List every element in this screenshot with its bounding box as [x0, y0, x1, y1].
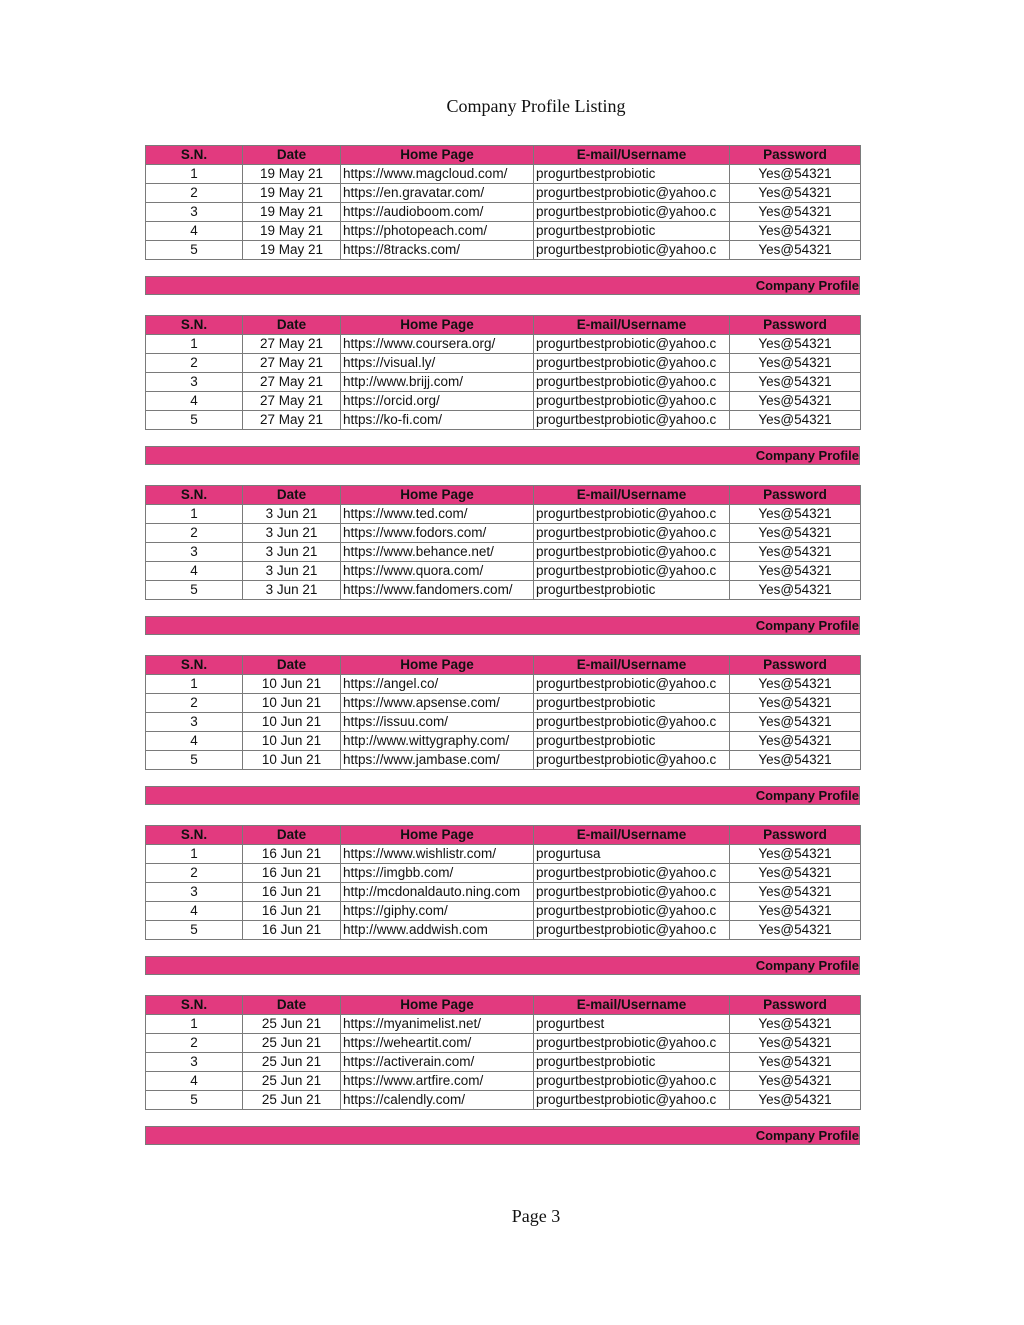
- listing-section: [145, 315, 860, 485]
- column-header: Date: [243, 316, 341, 335]
- table-row: [146, 354, 861, 373]
- username-cell: progurtbestprobiotic@yahoo.c: [534, 921, 730, 940]
- column-header: Password: [730, 826, 861, 845]
- username-cell: progurtbestprobiotic@yahoo.c: [534, 883, 730, 902]
- serial-number-cell: 3: [146, 713, 243, 732]
- username-cell: progurtbestprobiotic@yahoo.c: [534, 751, 730, 770]
- password-cell: Yes@54321: [730, 524, 861, 543]
- password-cell: Yes@54321: [730, 203, 861, 222]
- date-cell: 10 Jun 21: [243, 732, 341, 751]
- username-cell: progurtusa: [534, 845, 730, 864]
- column-header: S.N.: [146, 316, 243, 335]
- table-row: [146, 1015, 861, 1034]
- home-page-cell: https://activerain.com/: [341, 1053, 534, 1072]
- page-title: Company Profile Listing: [446, 96, 626, 116]
- table-row: [146, 751, 861, 770]
- password-cell: Yes@54321: [730, 373, 861, 392]
- serial-number-cell: 5: [146, 1091, 243, 1110]
- username-cell: progurtbestprobiotic@yahoo.c: [534, 1072, 730, 1091]
- home-page-cell: https://giphy.com/: [341, 902, 534, 921]
- username-cell: progurtbestprobiotic@yahoo.c: [534, 562, 730, 581]
- home-page-cell: https://en.gravatar.com/: [341, 184, 534, 203]
- username-cell: progurtbestprobiotic: [534, 1053, 730, 1072]
- home-page-cell: http://www.addwish.com: [341, 921, 534, 940]
- table-row: [146, 241, 861, 260]
- home-page-cell: https://www.jambase.com/: [341, 751, 534, 770]
- listing-table: [145, 825, 861, 940]
- column-header: Home Page: [341, 996, 534, 1015]
- serial-number-cell: 1: [146, 335, 243, 354]
- home-page-cell: https://www.coursera.org/: [341, 335, 534, 354]
- serial-number-cell: 3: [146, 203, 243, 222]
- date-cell: 19 May 21: [243, 184, 341, 203]
- table-header-row: [146, 996, 861, 1015]
- listing-section: [145, 145, 860, 315]
- username-cell: progurtbestprobiotic@yahoo.c: [534, 411, 730, 430]
- serial-number-cell: 1: [146, 165, 243, 184]
- listing-table: [145, 315, 861, 430]
- home-page-cell: https://photopeach.com/: [341, 222, 534, 241]
- username-cell: progurtbestprobiotic: [534, 222, 730, 241]
- date-cell: 3 Jun 21: [243, 505, 341, 524]
- listing-table: [145, 145, 861, 260]
- home-page-cell: https://angel.co/: [341, 675, 534, 694]
- table-row: [146, 543, 861, 562]
- username-cell: progurtbestprobiotic@yahoo.c: [534, 543, 730, 562]
- date-cell: 16 Jun 21: [243, 902, 341, 921]
- column-header: E-mail/Username: [534, 146, 730, 165]
- serial-number-cell: 1: [146, 1015, 243, 1034]
- serial-number-cell: 5: [146, 411, 243, 430]
- serial-number-cell: 4: [146, 562, 243, 581]
- date-cell: 16 Jun 21: [243, 864, 341, 883]
- date-cell: 25 Jun 21: [243, 1091, 341, 1110]
- home-page-cell: https://imgbb.com/: [341, 864, 534, 883]
- table-row: [146, 1053, 861, 1072]
- table-header-row: [146, 146, 861, 165]
- serial-number-cell: 3: [146, 373, 243, 392]
- serial-number-cell: 4: [146, 392, 243, 411]
- table-row: [146, 505, 861, 524]
- username-cell: progurtbest: [534, 1015, 730, 1034]
- column-header: Date: [243, 996, 341, 1015]
- home-page-cell: https://www.ted.com/: [341, 505, 534, 524]
- table-row: [146, 411, 861, 430]
- home-page-cell: https://www.wishlistr.com/: [341, 845, 534, 864]
- column-header: E-mail/Username: [534, 486, 730, 505]
- page-number: Page 3: [511, 1206, 561, 1226]
- home-page-cell: https://www.fodors.com/: [341, 524, 534, 543]
- date-cell: 27 May 21: [243, 354, 341, 373]
- table-row: [146, 1034, 861, 1053]
- table-row: [146, 902, 861, 921]
- company-profile-band: Company Profile: [145, 1126, 860, 1145]
- serial-number-cell: 3: [146, 1053, 243, 1072]
- column-header: Home Page: [341, 656, 534, 675]
- date-cell: 16 Jun 21: [243, 921, 341, 940]
- password-cell: Yes@54321: [730, 505, 861, 524]
- column-header: Date: [243, 826, 341, 845]
- date-cell: 10 Jun 21: [243, 751, 341, 770]
- table-row: [146, 392, 861, 411]
- column-header: Home Page: [341, 316, 534, 335]
- home-page-cell: http://www.brijj.com/: [341, 373, 534, 392]
- home-page-cell: https://orcid.org/: [341, 392, 534, 411]
- serial-number-cell: 1: [146, 845, 243, 864]
- date-cell: 25 Jun 21: [243, 1053, 341, 1072]
- company-profile-band: Company Profile: [145, 956, 860, 975]
- serial-number-cell: 4: [146, 222, 243, 241]
- password-cell: Yes@54321: [730, 241, 861, 260]
- home-page-cell: https://myanimelist.net/: [341, 1015, 534, 1034]
- username-cell: progurtbestprobiotic: [534, 694, 730, 713]
- table-row: [146, 524, 861, 543]
- password-cell: Yes@54321: [730, 411, 861, 430]
- listing-section: [145, 825, 860, 995]
- home-page-cell: https://weheartit.com/: [341, 1034, 534, 1053]
- serial-number-cell: 1: [146, 675, 243, 694]
- date-cell: 19 May 21: [243, 203, 341, 222]
- username-cell: progurtbestprobiotic: [534, 732, 730, 751]
- table-row: [146, 373, 861, 392]
- date-cell: 25 Jun 21: [243, 1072, 341, 1091]
- date-cell: 25 Jun 21: [243, 1034, 341, 1053]
- date-cell: 16 Jun 21: [243, 845, 341, 864]
- home-page-cell: https://calendly.com/: [341, 1091, 534, 1110]
- username-cell: progurtbestprobiotic: [534, 165, 730, 184]
- table-row: [146, 335, 861, 354]
- date-cell: 16 Jun 21: [243, 883, 341, 902]
- username-cell: progurtbestprobiotic@yahoo.c: [534, 184, 730, 203]
- table-row: [146, 713, 861, 732]
- username-cell: progurtbestprobiotic: [534, 581, 730, 600]
- home-page-cell: https://www.magcloud.com/: [341, 165, 534, 184]
- password-cell: Yes@54321: [730, 354, 861, 373]
- password-cell: Yes@54321: [730, 713, 861, 732]
- serial-number-cell: 5: [146, 921, 243, 940]
- column-header: Home Page: [341, 486, 534, 505]
- column-header: Password: [730, 146, 861, 165]
- serial-number-cell: 2: [146, 184, 243, 203]
- date-cell: 27 May 21: [243, 335, 341, 354]
- column-header: E-mail/Username: [534, 316, 730, 335]
- table-row: [146, 694, 861, 713]
- serial-number-cell: 2: [146, 694, 243, 713]
- home-page-cell: https://www.artfire.com/: [341, 1072, 534, 1091]
- column-header: S.N.: [146, 996, 243, 1015]
- date-cell: 3 Jun 21: [243, 524, 341, 543]
- listing-section: [145, 655, 860, 825]
- username-cell: progurtbestprobiotic@yahoo.c: [534, 354, 730, 373]
- password-cell: Yes@54321: [730, 222, 861, 241]
- listing-table: [145, 655, 861, 770]
- company-profile-band: Company Profile: [145, 446, 860, 465]
- table-header-row: [146, 486, 861, 505]
- password-cell: Yes@54321: [730, 165, 861, 184]
- column-header: Home Page: [341, 146, 534, 165]
- column-header: Password: [730, 486, 861, 505]
- date-cell: 19 May 21: [243, 165, 341, 184]
- column-header: Date: [243, 146, 341, 165]
- username-cell: progurtbestprobiotic@yahoo.c: [534, 505, 730, 524]
- serial-number-cell: 4: [146, 1072, 243, 1091]
- column-header: S.N.: [146, 146, 243, 165]
- company-profile-band: Company Profile: [145, 276, 860, 295]
- password-cell: Yes@54321: [730, 335, 861, 354]
- column-header: Date: [243, 656, 341, 675]
- date-cell: 27 May 21: [243, 392, 341, 411]
- table-row: [146, 1072, 861, 1091]
- date-cell: 10 Jun 21: [243, 675, 341, 694]
- column-header: E-mail/Username: [534, 656, 730, 675]
- date-cell: 3 Jun 21: [243, 581, 341, 600]
- home-page-cell: https://www.fandomers.com/: [341, 581, 534, 600]
- table-row: [146, 675, 861, 694]
- username-cell: progurtbestprobiotic@yahoo.c: [534, 864, 730, 883]
- date-cell: 27 May 21: [243, 411, 341, 430]
- column-header: S.N.: [146, 826, 243, 845]
- home-page-cell: https://8tracks.com/: [341, 241, 534, 260]
- table-row: [146, 165, 861, 184]
- serial-number-cell: 2: [146, 864, 243, 883]
- table-row: [146, 222, 861, 241]
- home-page-cell: https://www.quora.com/: [341, 562, 534, 581]
- column-header: Password: [730, 316, 861, 335]
- username-cell: progurtbestprobiotic@yahoo.c: [534, 392, 730, 411]
- username-cell: progurtbestprobiotic@yahoo.c: [534, 241, 730, 260]
- home-page-cell: http://mcdonaldauto.ning.com: [341, 883, 534, 902]
- serial-number-cell: 3: [146, 543, 243, 562]
- serial-number-cell: 1: [146, 505, 243, 524]
- table-row: [146, 921, 861, 940]
- home-page-cell: https://issuu.com/: [341, 713, 534, 732]
- password-cell: Yes@54321: [730, 921, 861, 940]
- password-cell: Yes@54321: [730, 562, 861, 581]
- column-header: Password: [730, 656, 861, 675]
- company-profile-band: Company Profile: [145, 786, 860, 805]
- table-header-row: [146, 826, 861, 845]
- column-header: Password: [730, 996, 861, 1015]
- table-row: [146, 864, 861, 883]
- password-cell: Yes@54321: [730, 184, 861, 203]
- username-cell: progurtbestprobiotic@yahoo.c: [534, 1091, 730, 1110]
- home-page-cell: https://visual.ly/: [341, 354, 534, 373]
- username-cell: progurtbestprobiotic@yahoo.c: [534, 335, 730, 354]
- date-cell: 3 Jun 21: [243, 562, 341, 581]
- username-cell: progurtbestprobiotic@yahoo.c: [534, 524, 730, 543]
- serial-number-cell: 2: [146, 1034, 243, 1053]
- password-cell: Yes@54321: [730, 864, 861, 883]
- column-header: E-mail/Username: [534, 996, 730, 1015]
- column-header: Date: [243, 486, 341, 505]
- serial-number-cell: 3: [146, 883, 243, 902]
- password-cell: Yes@54321: [730, 1015, 861, 1034]
- listing-section: [145, 485, 860, 655]
- home-page-cell: https://www.apsense.com/: [341, 694, 534, 713]
- column-header: Home Page: [341, 826, 534, 845]
- date-cell: 27 May 21: [243, 373, 341, 392]
- table-row: [146, 732, 861, 751]
- password-cell: Yes@54321: [730, 694, 861, 713]
- password-cell: Yes@54321: [730, 883, 861, 902]
- password-cell: Yes@54321: [730, 902, 861, 921]
- username-cell: progurtbestprobiotic@yahoo.c: [534, 203, 730, 222]
- password-cell: Yes@54321: [730, 1053, 861, 1072]
- serial-number-cell: 2: [146, 524, 243, 543]
- password-cell: Yes@54321: [730, 732, 861, 751]
- serial-number-cell: 5: [146, 581, 243, 600]
- username-cell: progurtbestprobiotic@yahoo.c: [534, 902, 730, 921]
- home-page-cell: https://www.behance.net/: [341, 543, 534, 562]
- table-header-row: [146, 316, 861, 335]
- date-cell: 25 Jun 21: [243, 1015, 341, 1034]
- password-cell: Yes@54321: [730, 581, 861, 600]
- date-cell: 3 Jun 21: [243, 543, 341, 562]
- listing-section: [145, 995, 860, 1165]
- listing-sections: [145, 145, 860, 1165]
- table-row: [146, 883, 861, 902]
- table-row: [146, 845, 861, 864]
- table-header-row: [146, 656, 861, 675]
- password-cell: Yes@54321: [730, 1034, 861, 1053]
- password-cell: Yes@54321: [730, 392, 861, 411]
- password-cell: Yes@54321: [730, 751, 861, 770]
- password-cell: Yes@54321: [730, 1072, 861, 1091]
- password-cell: Yes@54321: [730, 675, 861, 694]
- date-cell: 19 May 21: [243, 241, 341, 260]
- username-cell: progurtbestprobiotic@yahoo.c: [534, 1034, 730, 1053]
- password-cell: Yes@54321: [730, 543, 861, 562]
- column-header: E-mail/Username: [534, 826, 730, 845]
- date-cell: 10 Jun 21: [243, 713, 341, 732]
- table-row: [146, 581, 861, 600]
- username-cell: progurtbestprobiotic@yahoo.c: [534, 713, 730, 732]
- date-cell: 10 Jun 21: [243, 694, 341, 713]
- table-row: [146, 203, 861, 222]
- home-page-cell: https://ko-fi.com/: [341, 411, 534, 430]
- serial-number-cell: 5: [146, 751, 243, 770]
- listing-table: [145, 995, 861, 1110]
- column-header: S.N.: [146, 486, 243, 505]
- company-profile-band: Company Profile: [145, 616, 860, 635]
- serial-number-cell: 4: [146, 732, 243, 751]
- home-page-cell: https://audioboom.com/: [341, 203, 534, 222]
- date-cell: 19 May 21: [243, 222, 341, 241]
- listing-table: [145, 485, 861, 600]
- column-header: S.N.: [146, 656, 243, 675]
- table-row: [146, 562, 861, 581]
- table-row: [146, 184, 861, 203]
- username-cell: progurtbestprobiotic@yahoo.c: [534, 373, 730, 392]
- table-row: [146, 1091, 861, 1110]
- password-cell: Yes@54321: [730, 845, 861, 864]
- serial-number-cell: 5: [146, 241, 243, 260]
- password-cell: Yes@54321: [730, 1091, 861, 1110]
- home-page-cell: http://www.wittygraphy.com/: [341, 732, 534, 751]
- serial-number-cell: 4: [146, 902, 243, 921]
- serial-number-cell: 2: [146, 354, 243, 373]
- username-cell: progurtbestprobiotic@yahoo.c: [534, 675, 730, 694]
